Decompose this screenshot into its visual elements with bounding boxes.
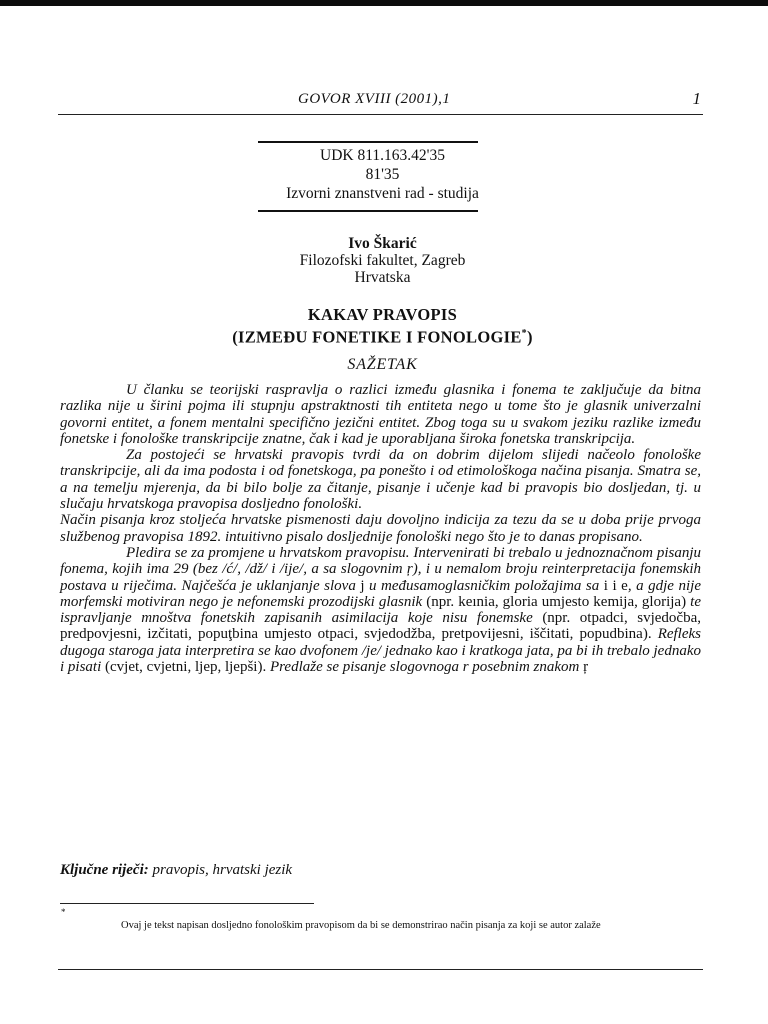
p4-roman-4: (npr. otpadci, svjedočba, predpovjesni, izčitati, popuţbina umjesto otpaci, svjedodžba, pretpovijesni, iščitati, popudbina).: [60, 610, 701, 643]
p4-text-1: Pledira se za promjene u hrvatskom pravopisu. Intervenirati bi trebalo u jednoznačnom pisanju fonema, kojih ima 29 (bez /ć/, /dž/ i /ije/, a sa slogovnim ŗ), i u nemalom broju reinterpretacija fonemskih postava u riječima. Najčešća je uklanjanje slova: [60, 544, 701, 594]
title-line-2: [150, 324, 615, 347]
p4-roman-2: i i e: [603, 577, 628, 594]
abstract-body: [60, 382, 701, 675]
author-name: Ivo Škarić: [348, 235, 417, 252]
footnote-rule: [60, 903, 314, 904]
udk-bottom-rule: [258, 210, 478, 212]
bottom-rule: [58, 969, 703, 970]
abstract-paragraph-2: Za postojeći se hrvatski pravopis tvrdi da on dobrim dijelom slijedi načeolo fonološke transkripcije, ali da ima podosta i od fonetskoga, pa ponešto i od etimološkoga načina pisanja. Smatra se, a na temelju mjerenja, da bi bilo bolje za čitanje, pisanje i učenje kad bi pravopis bio dosljedan, tj. u slučaju hrvatskoga pravopisa dosljedno fonološki.: [60, 447, 701, 513]
title-line-2-text: (IZMEĐU FONETIKE I FONOLOGIE: [232, 327, 522, 347]
running-header: [58, 89, 703, 113]
journal-title: GOVOR XVIII (2001),1: [298, 91, 451, 107]
p4-text-3: , a gdje nije morfemski motiviran nego je nefonemski prozodijski glasnik: [60, 577, 701, 610]
p4-roman-5: (cvjet, cvjetni, ljep, ljepši).: [105, 659, 267, 676]
paper-title: [150, 305, 615, 347]
p4-roman-3: (npr. keınia, gloria umjesto kemija, glorija): [426, 593, 687, 610]
keywords-label: Ključne riječi:: [60, 862, 149, 878]
abstract-heading: SAŽETAK: [347, 356, 418, 373]
p4-text-4: te ispravljanje mnoštva fonetskih zapisanih asimilacija koje nisu fonemske: [60, 593, 701, 627]
keywords-value: pravopis, hrvatski jezik: [152, 862, 293, 878]
p4-roman-6: ŗ: [583, 659, 589, 676]
classification-block: [200, 146, 565, 203]
p4-text-5: Refleks dugoga staroga jata interpretira se kao dvofonem /je/ jednako kao i kratkoga jata, pa bi ih trebalo jednako i pisati: [60, 626, 702, 676]
footnote-text: Ovaj je tekst napisan dosljedno fonološkim pravopisom da bi se demonstrirao način pisanja za koji se autor zalaže: [121, 920, 601, 931]
udc-secondary-code: 81'35: [365, 166, 400, 183]
title-line-2-close: ): [526, 327, 533, 347]
header-rule: [58, 114, 703, 115]
udk-top-rule: [258, 141, 478, 143]
page-number: 1: [692, 89, 701, 108]
footnote-mark: *: [61, 907, 66, 917]
author-block: [200, 235, 565, 286]
p4-text-6: Predlaže se pisanje slogovnoga r posebnim znakom: [266, 659, 584, 676]
abstract-paragraph-1: U članku se teorijski raspravlja o razlici između glasnika i fonema te zaključuje da bitna razlika nije u širini pojma ili stupnju apstraktnosti tih entiteta nego u tome što je glasnik univerzalni govorni entitet, a fonem mentalni specifično jezični entitet. Zbog toga su u svakom jeziku razlike između fonetske i fonološke transkripcije znatne, čak i kad je uporabljana široka fonetska transkripcija.: [60, 382, 701, 447]
keywords: [60, 862, 292, 879]
abstract-paragraph-4: [60, 545, 701, 675]
author-affiliation: Filozofski fakultet, Zagreb: [299, 252, 466, 269]
title-line-1: KAKAV PRAVOPIS: [307, 305, 458, 324]
paper-type: Izvorni znanstveni rad - studija: [286, 185, 479, 202]
footnote-ref-mark: *: [521, 328, 527, 339]
scan-top-edge: [0, 0, 768, 6]
p4-text-2: u međusamoglasničkim položajima sa: [364, 577, 604, 594]
udk-code: UDK 811.163.42'35: [320, 147, 445, 164]
p4-roman-1: j: [360, 577, 365, 594]
abstract-paragraph-3: Način pisanja kroz stoljeća hrvatske pismenosti daju dovoljno indicija za tezu da se u doba prije prvoga službenog pravopisa 1892. intuitivno pisalo dosljednije fonološki nego što je to danas propisano.: [60, 512, 701, 545]
author-country: Hrvatska: [354, 269, 411, 286]
